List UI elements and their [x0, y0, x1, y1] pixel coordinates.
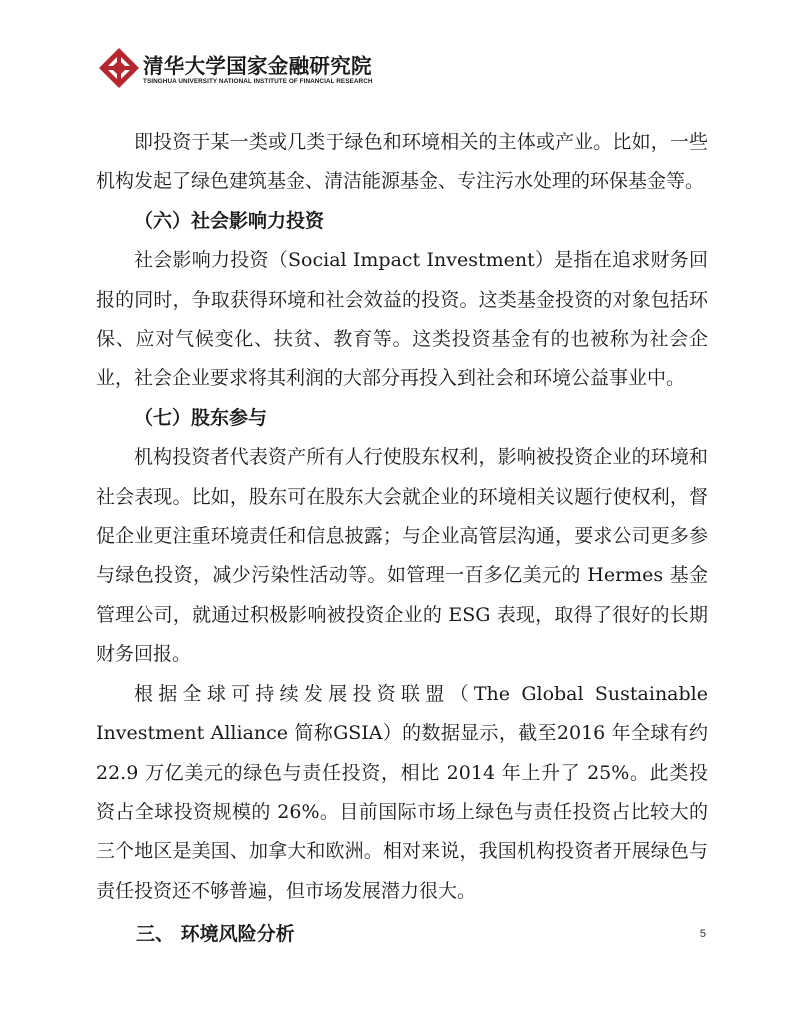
institute-logo-icon — [98, 47, 140, 89]
paragraph: 社会影响力投资（Social Impact Investment）是指在追求财务回报的同时，争取获得环境和社会效益的投资。这类基金投资的对象包括环保、应对气候变化、扶贫、教育等。这类投资基金有的也被称为社会企业，社会企业要求将其利润的大部分再投入到社会和环境公益事业中。 — [96, 249, 708, 390]
paragraph: 机构投资者代表资产所有人行使股东权利，影响被投资企业的环境和社会表现。比如，股东可在股东大会就企业的环境相关议题行使权利，督促企业更注重环境责任和信息披露；与企业高管层沟通，要求公司更多参与绿色投资，减少污染性活动等。如管理一百多亿美元的 Hermes 基金管理公司，就通过积极影响被投资企业的 ESG 表现，取得了很好的长期财务回报。 — [96, 446, 708, 666]
institute-name-en: TSINGHUA UNIVERSITY NATIONAL INSTITUTE OF FINANCIAL RESEARCH — [143, 78, 373, 85]
heading-shareholder-engagement: （七）股东参与 — [134, 406, 268, 429]
page-number: 5 — [699, 928, 706, 940]
document-body — [96, 123, 708, 955]
paragraph: 即投资于某一类或几类于绿色和环境相关的主体或产业。比如，一些机构发起了绿色建筑基金、清洁能源基金、专注污水处理的环保基金等。 — [96, 131, 708, 193]
heading-social-impact: （六）社会影响力投资 — [134, 209, 325, 232]
paragraph: 根据全球可持续发展投资联盟（The Global Sustainable Investment Alliance 简称GSIA）的数据显示，截至2016 年全球有约22.9 万亿美元的绿色与责任投资，相比 2014 年上升了 25%。此类投资占全球投资规模的 26%。目前国际市场上绿色与责任投资占比较大的三个地区是美国、加拿大和欧洲。相对来说，我国机构投资者开展绿色与责任投资还不够普遍，但市场发展潜力很大。 — [96, 682, 708, 902]
institute-name-cn: 清华大学国家金融研究院 — [143, 54, 372, 78]
heading-environmental-risk: 三、 环境风险分析 — [136, 923, 295, 946]
